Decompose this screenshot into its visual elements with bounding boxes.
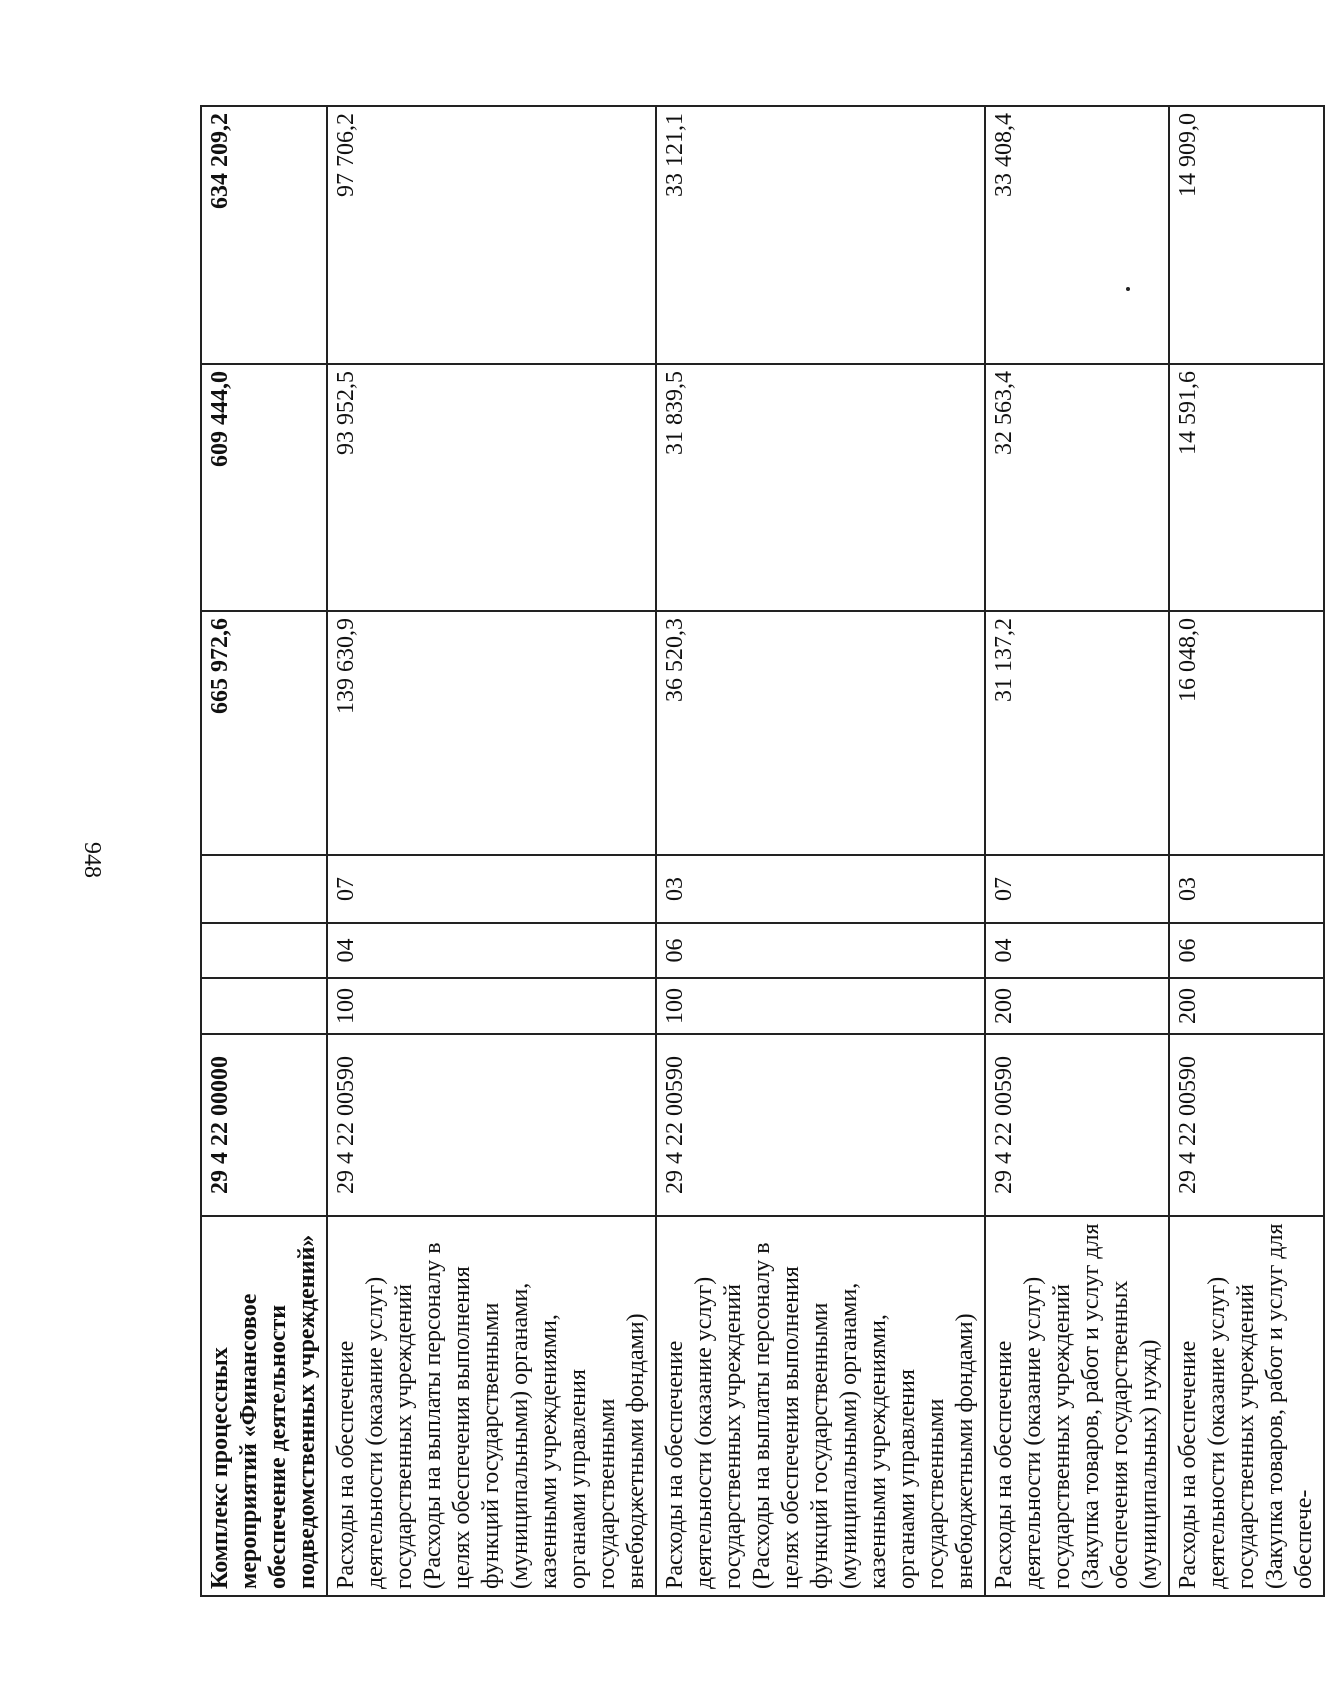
row-code: 29 4 22 00590 bbox=[656, 1034, 985, 1216]
table-row bbox=[985, 106, 1169, 1596]
row-sum2: 31 839,5 bbox=[656, 364, 985, 611]
row-sum3: 33 408,4 bbox=[985, 106, 1169, 364]
row-name: Комплекс процессных мероприятий «Финансовое обеспечение деятельности подведомственных учреждений» bbox=[201, 1216, 327, 1596]
row-vr: 100 bbox=[656, 978, 985, 1034]
table-row bbox=[656, 106, 985, 1596]
row-rz: 04 bbox=[327, 923, 656, 978]
row-sum3: 97 706,2 bbox=[327, 106, 656, 364]
row-vr: 100 bbox=[327, 978, 656, 1034]
budget-table bbox=[200, 105, 1325, 1597]
row-sum2: 14 591,6 bbox=[1169, 364, 1324, 611]
row-sum2: 609 444,0 bbox=[201, 364, 327, 611]
row-code: 29 4 22 00000 bbox=[201, 1034, 327, 1216]
row-name: Расходы на обеспечение деятельности (оказание услуг) государственных учреждений (Закупка товаров, работ и услуг для обеспече- bbox=[1169, 1216, 1324, 1596]
table-row bbox=[1169, 106, 1324, 1596]
row-sum3: 634 209,2 bbox=[201, 106, 327, 364]
row-sum2: 93 952,5 bbox=[327, 364, 656, 611]
row-code: 29 4 22 00590 bbox=[985, 1034, 1169, 1216]
row-vr: 200 bbox=[985, 978, 1169, 1034]
row-rz: 06 bbox=[1169, 923, 1324, 978]
row-sum1: 31 137,2 bbox=[985, 611, 1169, 855]
budget-table-rotated bbox=[200, 107, 1317, 1597]
row-pr bbox=[201, 855, 327, 923]
row-code: 29 4 22 00590 bbox=[1169, 1034, 1324, 1216]
table-row bbox=[201, 106, 327, 1596]
row-sum3: 33 121,1 bbox=[656, 106, 985, 364]
row-code: 29 4 22 00590 bbox=[327, 1034, 656, 1216]
row-sum3: 14 909,0 bbox=[1169, 106, 1324, 364]
row-rz bbox=[201, 923, 327, 978]
row-rz: 06 bbox=[656, 923, 985, 978]
row-pr: 07 bbox=[985, 855, 1169, 923]
row-sum1: 36 520,3 bbox=[656, 611, 985, 855]
row-sum1: 139 630,9 bbox=[327, 611, 656, 855]
row-sum2: 32 563,4 bbox=[985, 364, 1169, 611]
row-pr: 03 bbox=[1169, 855, 1324, 923]
row-pr: 03 bbox=[656, 855, 985, 923]
row-rz: 04 bbox=[985, 923, 1169, 978]
row-vr: 200 bbox=[1169, 978, 1324, 1034]
page-number: 948 bbox=[79, 842, 105, 878]
row-sum1: 16 048,0 bbox=[1169, 611, 1324, 855]
row-name: Расходы на обеспечение деятельности (оказание услуг) государственных учреждений (Расходы на выплаты персоналу в целях обеспечения выполнения функций государственными (муниципальными) органами, казенными учреждениями, органами управления государственными внебюджетными фондами) bbox=[656, 1216, 985, 1596]
table-row bbox=[327, 106, 656, 1596]
row-sum1: 665 972,6 bbox=[201, 611, 327, 855]
row-pr: 07 bbox=[327, 855, 656, 923]
row-vr bbox=[201, 978, 327, 1034]
row-name: Расходы на обеспечение деятельности (оказание услуг) государственных учреждений (Закупка товаров, работ и услуг для обеспечения государственных (муниципальных) нужд) bbox=[985, 1216, 1169, 1596]
row-name: Расходы на обеспечение деятельности (оказание услуг) государственных учреждений (Расходы на выплаты персоналу в целях обеспечения выполнения функций государственными (муниципальными) органами, казенными учреждениями, органами управления государственными внебюджетными фондами) bbox=[327, 1216, 656, 1596]
